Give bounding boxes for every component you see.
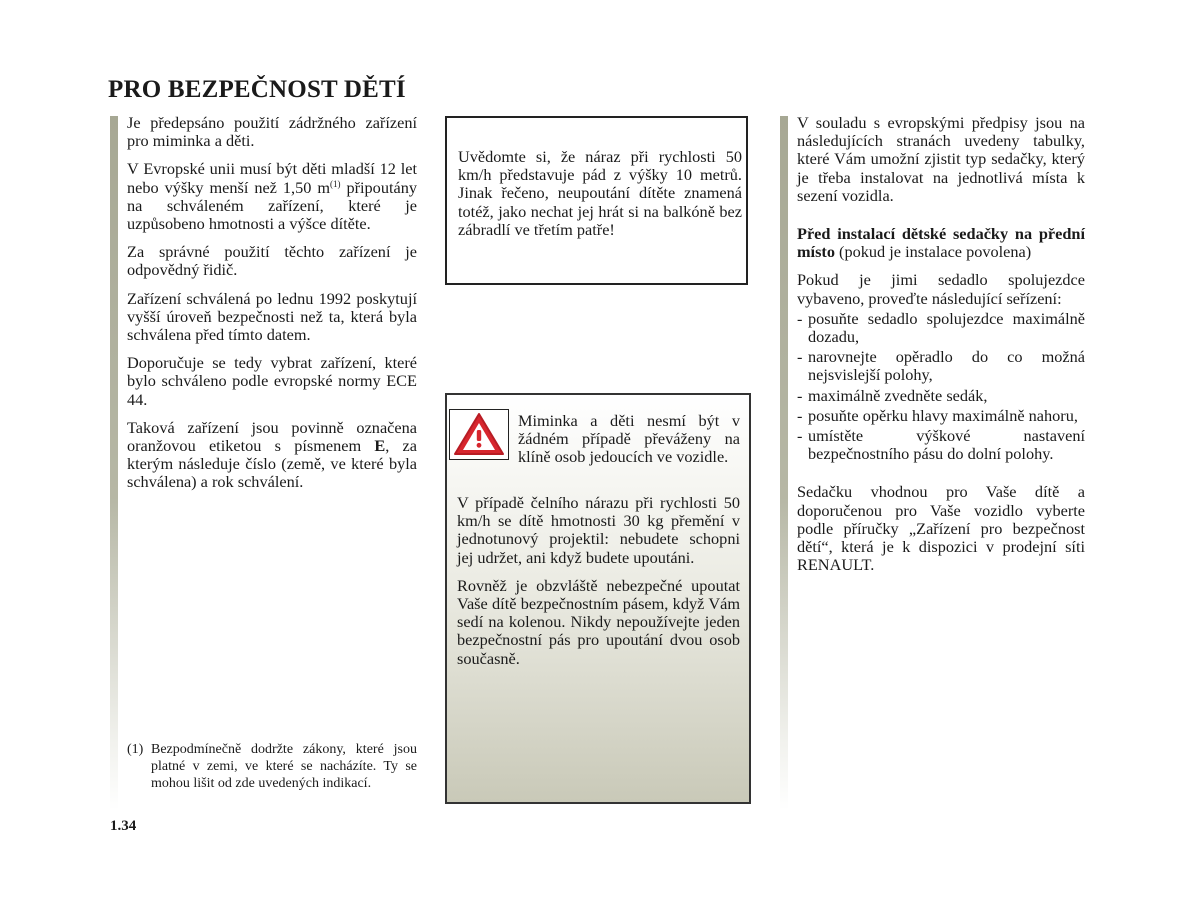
adjustment-list [797, 310, 1085, 464]
warning-text [457, 494, 740, 678]
list-item: - narovnejte opěradlo do co možná nejsvislejší polohy, [797, 347, 1085, 385]
list-item: - maximálně zvedněte sedák, [797, 385, 988, 405]
left-paragraph-4: Zařízení schválená po lednu 1992 poskytují vyšší úroveň bezpečnosti než ta, která byla schválena před tímto datem. [127, 288, 417, 345]
left-paragraph-2: V Evropské unii musí být děti mladší 12 let nebo výšky menší než 1,50 $m^{(1)}$ připoutány na schváleném zařízení, které je uzpůsobeno hmotnosti a výšce dítěte. [127, 159, 417, 234]
right-paragraph-4: Sedačku vhodnou pro Vaše dítě a doporučenou pro Vaše vozidlo vyberte podle příručky „Zařízení pro bezpečnost dětí“, která je k dispozici v prodejní síti RENAULT. [797, 482, 1085, 575]
footnote-text: Bezpodmínečně dodržte zákony, které jsou platné v zemi, ve které se nacházíte. Ty se mohou lišit od zde uvedených indikací. [151, 742, 417, 792]
page-number: 1.34 [110, 818, 137, 834]
footnote [127, 741, 417, 793]
list-item: - umístěte výškové nastavení bezpečnostního pásu do dolní polohy. [797, 426, 1085, 464]
notice-box [445, 116, 748, 285]
right-paragraph-3: Pokud je jimi sedadlo spolujezdce vybaveno, proveďte následující seřízení: [797, 270, 1085, 308]
footnote-number: (1) [127, 742, 144, 757]
right-side-bar [780, 116, 788, 810]
warning-paragraph-1: V případě čelního nárazu při rychlosti 50 km/h se dítě hmotnosti 30 kg přemění v jednotunový projektil: nebudete schopni jej udržet, ani když budete upoutáni. [457, 493, 740, 567]
list-item: - posuňte sedadlo spolujezdce maximálně dozadu, [797, 308, 1085, 347]
right-column [797, 114, 1085, 584]
left-paragraph-5: Doporučuje se tedy vybrat zařízení, které bylo schváleno podle evropské normy ECE 44. [127, 353, 417, 409]
footnote-ref: (1) [330, 178, 341, 189]
list-item: - posuňte opěrku hlavy maximálně nahoru, [797, 405, 1078, 425]
right-paragraph-2: Před instalací dětské sedačky na přední místo (pokud je instalace povolena) [797, 224, 1085, 262]
left-paragraph-6: Taková zařízení jsou povinně označena oranžovou etiketou s písmenem E, za kterým následuje číslo (země, ve které byla schválena) a rok schválení. [127, 417, 418, 492]
right-paragraph-1: V souladu s evropskými předpisy jsou na následujících stranách uvedeny tabulky, které Vám umožní zjistit typ sedačky, který je třeba instalovat na jednotlivá místa k sezení vozidla. [797, 113, 1085, 205]
left-paragraph-3: Za správné použití těchto zařízení je odpovědný řidič. [127, 242, 417, 280]
page-title: PRO BEZPEČNOST DĚTÍ [108, 76, 406, 103]
left-column [127, 114, 417, 502]
warning-paragraph-2: Rovněž je obzvláště nebezpečné upoutat Vaše dítě bezpečnostním pásem, když Vám sedí na kolenou. Nikdy nepoužívejte jeden bezpečnostní pás pro upoutání dvou osob současně. [457, 575, 740, 668]
warning-triangle-icon-graphic [450, 410, 508, 459]
warning-triangle-icon [449, 409, 509, 460]
left-side-bar [110, 116, 118, 810]
notice-text: Uvědomte si, že náraz při rychlosti 50 km/h představuje pád z výšky 10 metrů. Jinak řečeno, neupoutání dítěte znamená totéž, jako nechat jej hrát si na balkóně bez zábradlí ve třetím patře! [458, 147, 742, 239]
warning-intro: Miminka a děti nesmí být v žádném případě převáženy na klíně osob jedoucích ve vozidle. [518, 411, 740, 467]
left-paragraph-1: Je předepsáno použití zádržného zařízení pro miminka a děti. [127, 113, 417, 151]
